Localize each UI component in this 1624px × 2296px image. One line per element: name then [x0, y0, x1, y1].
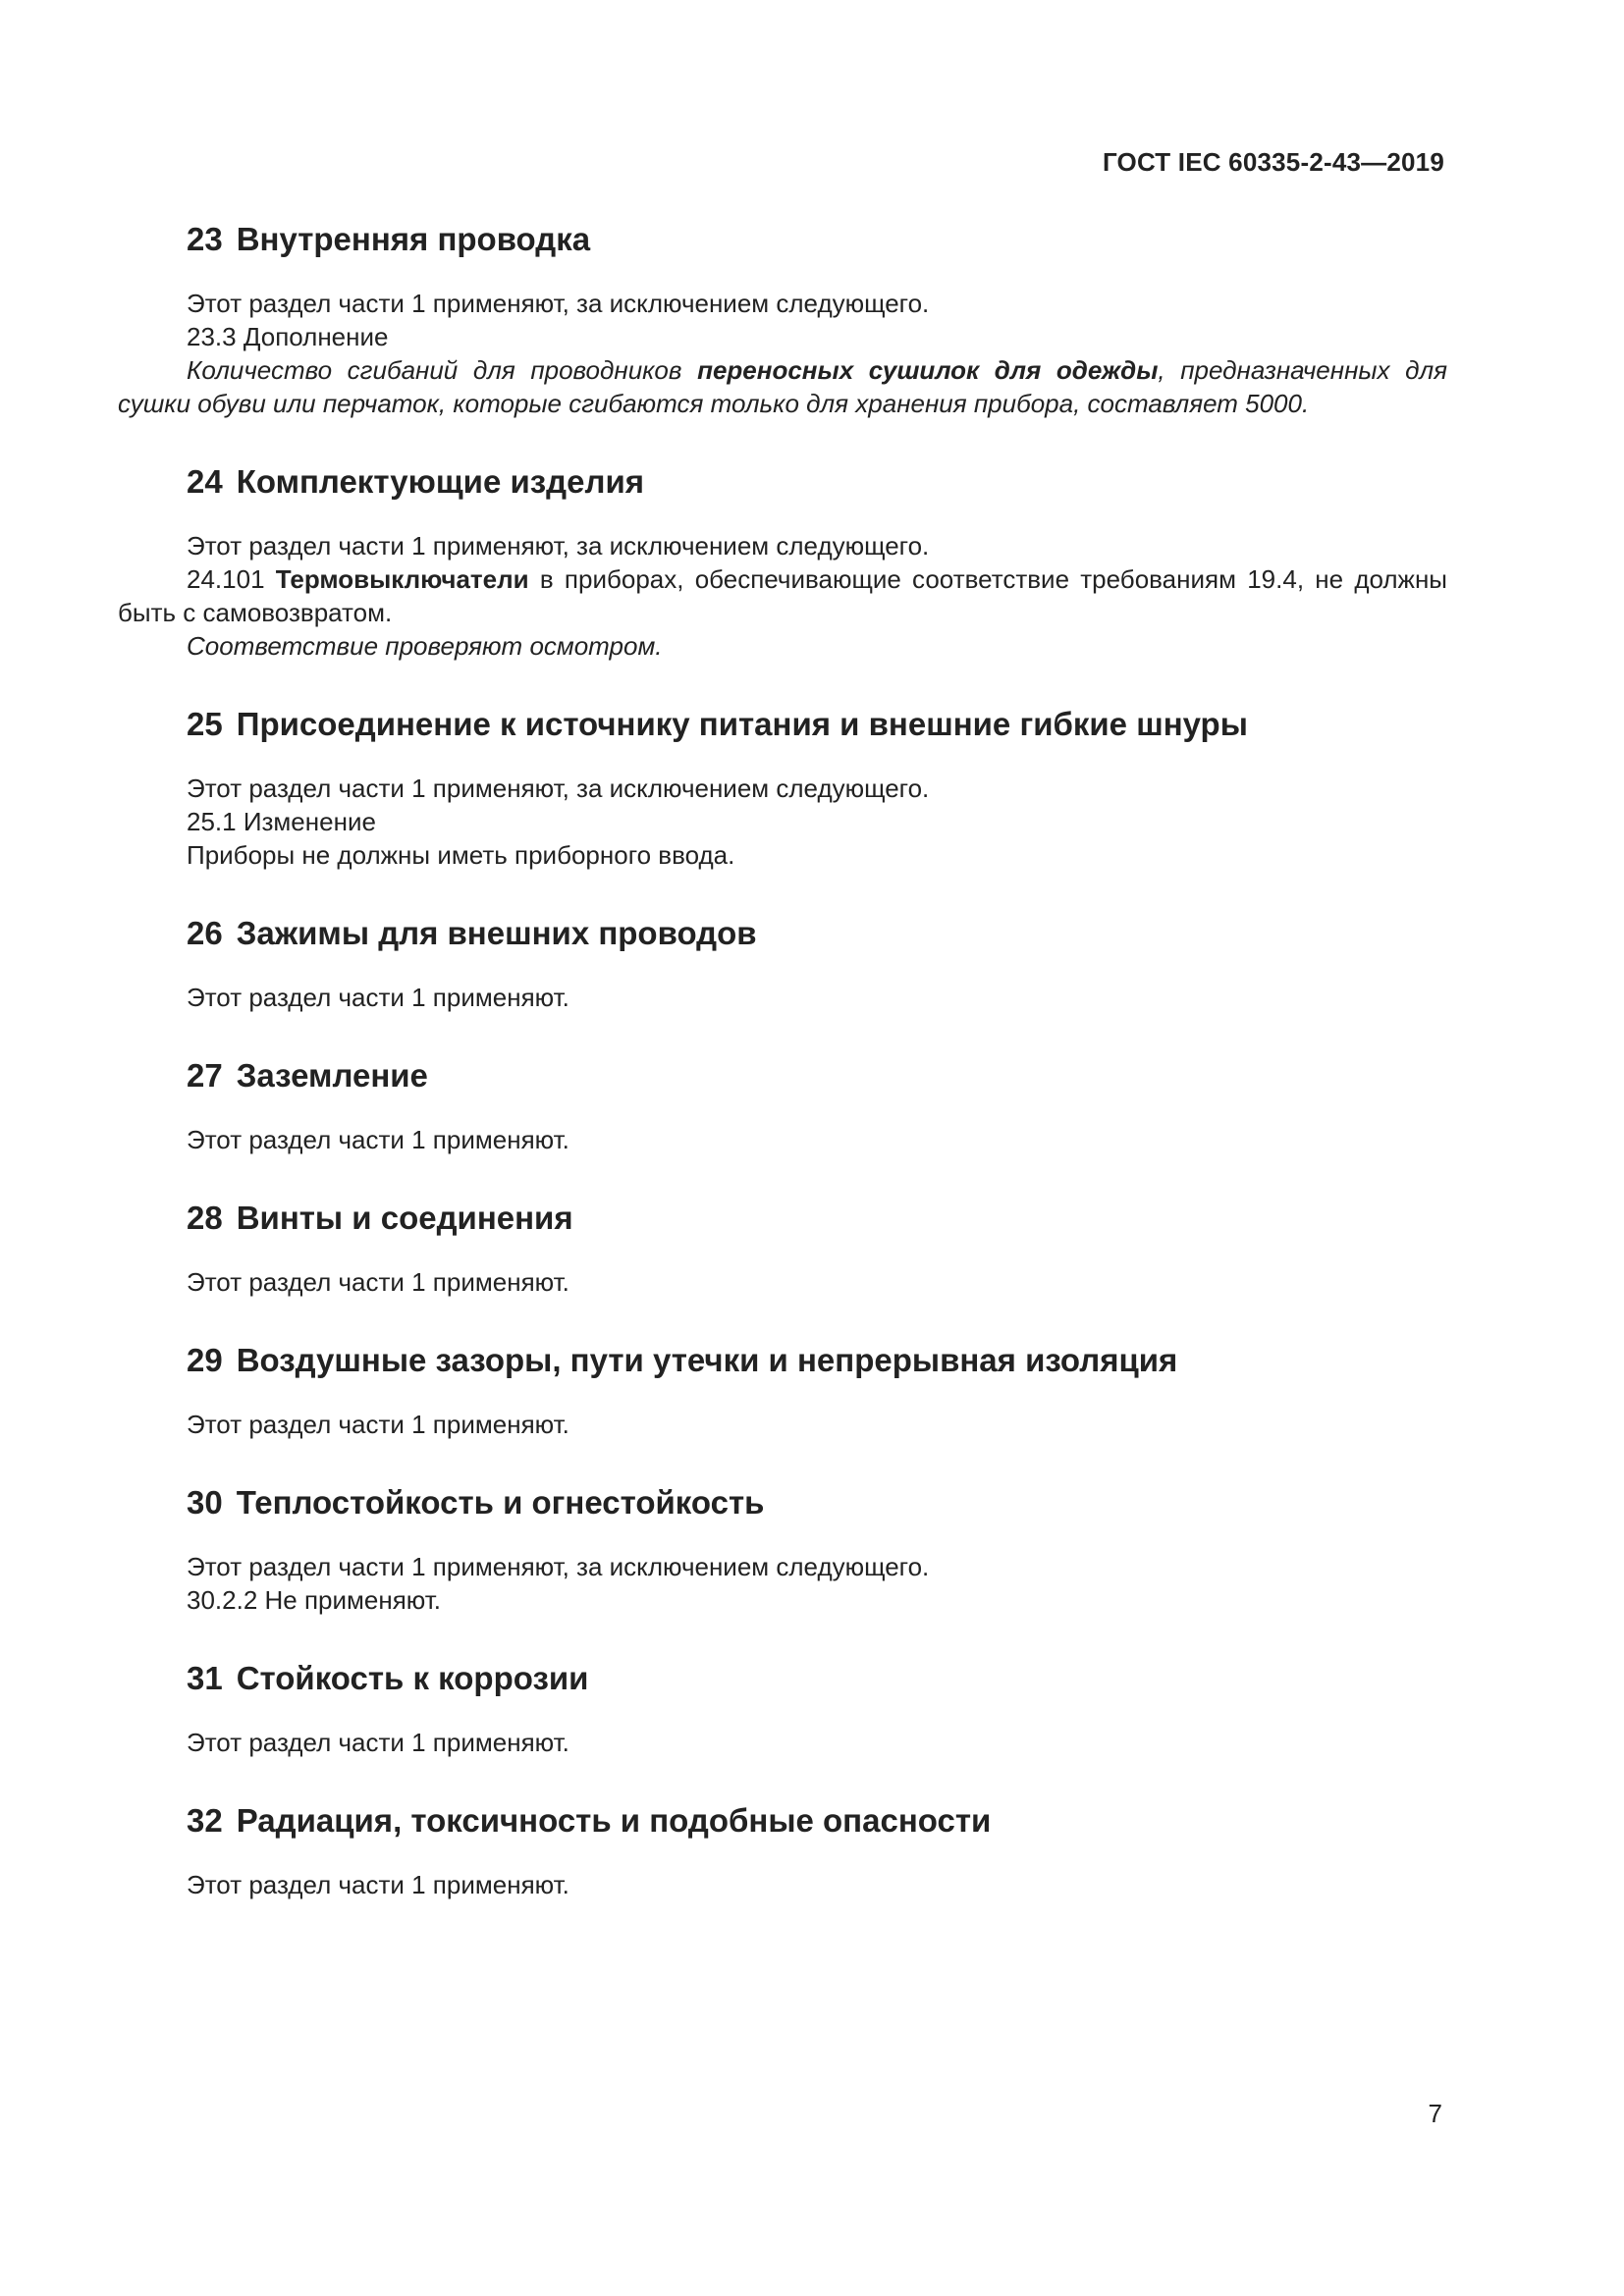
- section-number: 25: [187, 706, 223, 742]
- section-title: Радиация, токсичность и подобные опасности: [236, 1802, 992, 1839]
- paragraph: Этот раздел части 1 применяют, за исключением следующего.: [187, 531, 930, 561]
- section-heading: [187, 914, 1447, 953]
- section-heading: [187, 1659, 1447, 1698]
- section-number: 30: [187, 1484, 223, 1521]
- paragraph: Этот раздел части 1 применяют.: [187, 1125, 569, 1154]
- paragraph: Этот раздел части 1 применяют, за исключением следующего.: [187, 289, 930, 318]
- paragraph: Этот раздел части 1 применяют, за исключением следующего.: [187, 774, 930, 803]
- clause-label: 23.3 Дополнение: [187, 322, 389, 351]
- section-title: Винты и соединения: [236, 1200, 573, 1236]
- section-heading: [187, 1483, 1447, 1522]
- section-heading: [187, 1341, 1447, 1380]
- section-title: Присоединение к источнику питания и внешние гибкие шнуры: [236, 706, 1248, 742]
- paragraph: [118, 562, 1447, 629]
- text-run: , предназначенных для сушки обуви или перчаток, которые сгибаются только для хранения прибора, составляет 5000.: [118, 355, 1448, 418]
- section-title: Внутренняя проводка: [236, 221, 591, 257]
- defined-term: переносных сушилок для одежды: [697, 355, 1159, 385]
- section-number: 27: [187, 1057, 223, 1094]
- section-title: Зажимы для внешних проводов: [236, 915, 757, 951]
- document-code: ГОСТ IEC 60335-2-43—2019: [1102, 147, 1444, 177]
- section-heading: [187, 1801, 1447, 1841]
- section-25: [118, 705, 1447, 872]
- section-number: 29: [187, 1342, 223, 1378]
- paragraph: Этот раздел части 1 применяют.: [187, 1267, 569, 1297]
- paragraph: Этот раздел части 1 применяют.: [187, 1728, 569, 1757]
- compliance-note: Соответствие проверяют осмотром.: [187, 631, 663, 661]
- paragraph: Этот раздел части 1 применяют, за исключением следующего.: [187, 1552, 930, 1581]
- paragraph: Приборы не должны иметь приборного ввода.: [187, 840, 735, 870]
- section-heading: [187, 462, 1447, 502]
- section-30: [118, 1483, 1447, 1617]
- paragraph: Этот раздел части 1 применяют.: [187, 983, 569, 1012]
- document-body: [118, 220, 1447, 1944]
- section-number: 26: [187, 915, 223, 951]
- section-23: [118, 220, 1447, 420]
- section-26: [118, 914, 1447, 1014]
- section-29: [118, 1341, 1447, 1441]
- text-run: 24.101: [187, 564, 276, 594]
- section-title: Теплостойкость и огнестойкость: [236, 1484, 765, 1521]
- text-run: в приборах, обеспечивающие соответствие требованиям 19.4, не должны быть с самовозвратом.: [118, 564, 1447, 627]
- section-title: Воздушные зазоры, пути утечки и непрерывная изоляция: [236, 1342, 1178, 1378]
- section-number: 24: [187, 463, 223, 500]
- page-number: 7: [1428, 2099, 1442, 2128]
- text-run: Количество сгибаний для проводников: [187, 355, 698, 385]
- defined-term: Термовыключатели: [275, 564, 529, 594]
- paragraph: Этот раздел части 1 применяют.: [187, 1410, 569, 1439]
- section-number: 32: [187, 1802, 223, 1839]
- section-title: Заземление: [236, 1057, 428, 1094]
- section-number: 28: [187, 1200, 223, 1236]
- section-number: 23: [187, 221, 223, 257]
- section-number: 31: [187, 1660, 223, 1696]
- section-31: [118, 1659, 1447, 1759]
- section-32: [118, 1801, 1447, 1901]
- paragraph: [118, 353, 1447, 420]
- section-28: [118, 1199, 1447, 1299]
- section-heading: [187, 1199, 1447, 1238]
- section-24: [118, 462, 1447, 663]
- section-heading: [187, 1056, 1447, 1095]
- section-heading: [187, 705, 1447, 744]
- clause-label: 25.1 Изменение: [187, 807, 376, 836]
- section-title: Стойкость к коррозии: [236, 1660, 589, 1696]
- section-title: Комплектующие изделия: [236, 463, 644, 500]
- section-heading: [187, 220, 1447, 259]
- section-27: [118, 1056, 1447, 1156]
- clause-label: 30.2.2 Не применяют.: [187, 1585, 441, 1615]
- paragraph: Этот раздел части 1 применяют.: [187, 1870, 569, 1899]
